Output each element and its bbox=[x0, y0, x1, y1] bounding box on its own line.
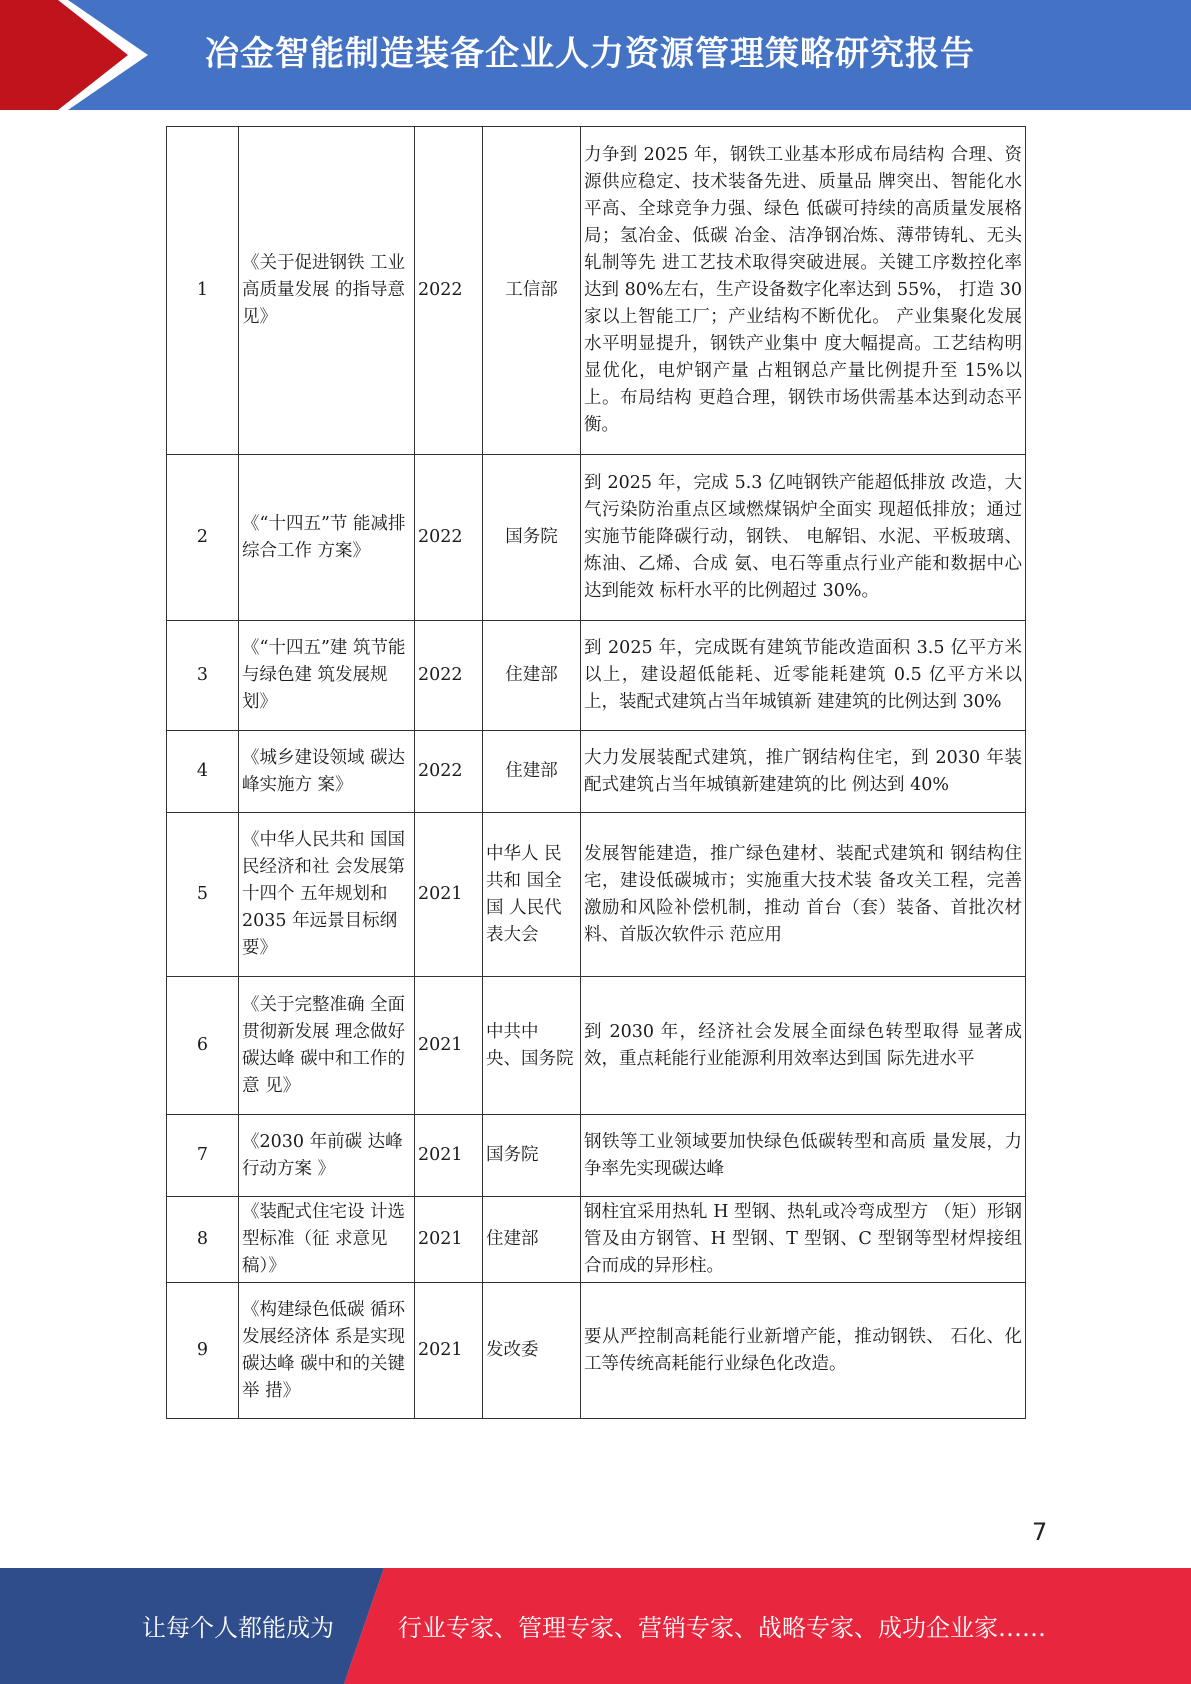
policy-content: 钢柱宜采用热轧 H 型钢、热轧或冷弯成型方 （矩）形钢管及由方钢管、H 型钢、T 型钢、C 型钢等型材焊接组合而成的异形柱。 bbox=[581, 1197, 1026, 1283]
issuing-department: 发改委 bbox=[483, 1283, 581, 1419]
issuing-department: 国务院 bbox=[483, 1115, 581, 1197]
row-number: 9 bbox=[167, 1283, 239, 1419]
row-number: 8 bbox=[167, 1197, 239, 1283]
policy-name: 《构建绿色低碳 循环发展经济体 系是实现碳达峰 碳中和的关键举 措》 bbox=[239, 1283, 415, 1419]
row-number: 3 bbox=[167, 621, 239, 731]
policy-name: 《2030 年前碳 达峰行动方案 》 bbox=[239, 1115, 415, 1197]
policy-content: 到 2030 年，经济社会发展全面绿色转型取得 显著成效，重点耗能行业能源利用效率达到国 际先进水平 bbox=[581, 977, 1026, 1115]
policy-name: 《中华人民共和 国国民经济和社 会发展第十四个 五年规划和 2035 年远景目标纲要》 bbox=[239, 813, 415, 977]
policy-name: 《装配式住宅设 计选型标准（征 求意见稿）》 bbox=[239, 1197, 415, 1283]
policy-name: 《“十四五”节 能减排综合工作 方案》 bbox=[239, 455, 415, 621]
table-row bbox=[167, 621, 1026, 731]
row-number: 4 bbox=[167, 731, 239, 813]
table-row bbox=[167, 455, 1026, 621]
policy-year: 2021 bbox=[415, 1197, 483, 1283]
policy-content: 要从严控制高耗能行业新增产能，推动钢铁、 石化、化工等传统高耗能行业绿色化改造。 bbox=[581, 1283, 1026, 1419]
policy-year: 2022 bbox=[415, 455, 483, 621]
row-number: 5 bbox=[167, 813, 239, 977]
row-number: 1 bbox=[167, 127, 239, 455]
policy-name: 《城乡建设领域 碳达峰实施方 案》 bbox=[239, 731, 415, 813]
policy-name: 《关于促进钢铁 工业高质量发展 的指导意见》 bbox=[239, 127, 415, 455]
policy-name: 《关于完整准确 全面贯彻新发展 理念做好碳达峰 碳中和工作的意 见》 bbox=[239, 977, 415, 1115]
issuing-department: 中共中 央、国务院 bbox=[483, 977, 581, 1115]
row-number: 6 bbox=[167, 977, 239, 1115]
policy-table bbox=[166, 126, 1026, 1419]
policy-year: 2021 bbox=[415, 813, 483, 977]
issuing-department: 工信部 bbox=[483, 127, 581, 455]
issuing-department: 住建部 bbox=[483, 621, 581, 731]
issuing-department: 中华人 民共和 国全国 人民代表大会 bbox=[483, 813, 581, 977]
report-footer bbox=[0, 1568, 1191, 1684]
policy-year: 2021 bbox=[415, 1283, 483, 1419]
policy-year: 2021 bbox=[415, 1115, 483, 1197]
row-number: 7 bbox=[167, 1115, 239, 1197]
table-row bbox=[167, 1197, 1026, 1283]
policy-year: 2022 bbox=[415, 621, 483, 731]
table-row bbox=[167, 127, 1026, 455]
policy-name: 《“十四五”建 筑节能与绿色建 筑发展规划》 bbox=[239, 621, 415, 731]
report-header bbox=[0, 0, 1191, 110]
table-row bbox=[167, 1115, 1026, 1197]
table-row bbox=[167, 813, 1026, 977]
issuing-department: 住建部 bbox=[483, 731, 581, 813]
policy-year: 2021 bbox=[415, 977, 483, 1115]
table-row bbox=[167, 1283, 1026, 1419]
policy-year: 2022 bbox=[415, 731, 483, 813]
page-number: 7 bbox=[1032, 1518, 1048, 1546]
table-row bbox=[167, 731, 1026, 813]
issuing-department: 住建部 bbox=[483, 1197, 581, 1283]
policy-content: 大力发展装配式建筑，推广钢结构住宅，到 2030 年装配式建筑占当年城镇新建建筑的比 例达到 40% bbox=[581, 731, 1026, 813]
policy-content: 到 2025 年，完成既有建筑节能改造面积 3.5 亿平方米以上，建设超低能耗、近零能耗建筑 0.5 亿平方米以上，装配式建筑占当年城镇新 建建筑的比例达到 30% bbox=[581, 621, 1026, 731]
policy-year: 2022 bbox=[415, 127, 483, 455]
policy-content: 发展智能建造，推广绿色建材、装配式建筑和 钢结构住宅，建设低碳城市；实施重大技术装 备攻关工程，完善激励和风险补偿机制，推动 首台（套）装备、首批次材料、首版次软件示 范应用 bbox=[581, 813, 1026, 977]
policy-content: 到 2025 年，完成 5.3 亿吨钢铁产能超低排放 改造，大气污染防治重点区域燃煤锅炉全面实 现超低排放；通过实施节能降碳行动，钢铁、 电解铝、水泥、平板玻璃、炼油、乙烯、合成 氨、电石等重点行业产能和数据中心达到能效 标杆水平的比例超过 30%。 bbox=[581, 455, 1026, 621]
policy-content: 钢铁等工业领域要加快绿色低碳转型和高质 量发展，力争率先实现碳达峰 bbox=[581, 1115, 1026, 1197]
row-number: 2 bbox=[167, 455, 239, 621]
issuing-department: 国务院 bbox=[483, 455, 581, 621]
footer-slogan-left: 让每个人都能成为 bbox=[142, 1614, 334, 1642]
table-row bbox=[167, 977, 1026, 1115]
policy-content: 力争到 2025 年，钢铁工业基本形成布局结构 合理、资源供应稳定、技术装备先进、质量品 牌突出、智能化水平高、全球竞争力强、绿色 低碳可持续的高质量发展格局；氢冶金、低碳 冶金、洁净钢冶炼、薄带铸轧、无头轧制等先 进工艺技术取得突破进展。关键工序数控化率 达到 80%左右，生产设备数字化率达到 55%， 打造 30 家以上智能工厂；产业结构不断优化。 产业集聚化发展水平明显提升，钢铁产业集中 度大幅提高。工艺结构明显优化，电炉钢产量 占粗钢总产量比例提升至 15%以上。布局结构 更趋合理，钢铁市场供需基本达到动态平衡。 bbox=[581, 127, 1026, 455]
footer-slogan-right: 行业专家、管理专家、营销专家、战略专家、成功企业家…… bbox=[398, 1614, 1046, 1642]
report-title: 冶金智能制造装备企业人力资源管理策略研究报告 bbox=[205, 34, 975, 74]
